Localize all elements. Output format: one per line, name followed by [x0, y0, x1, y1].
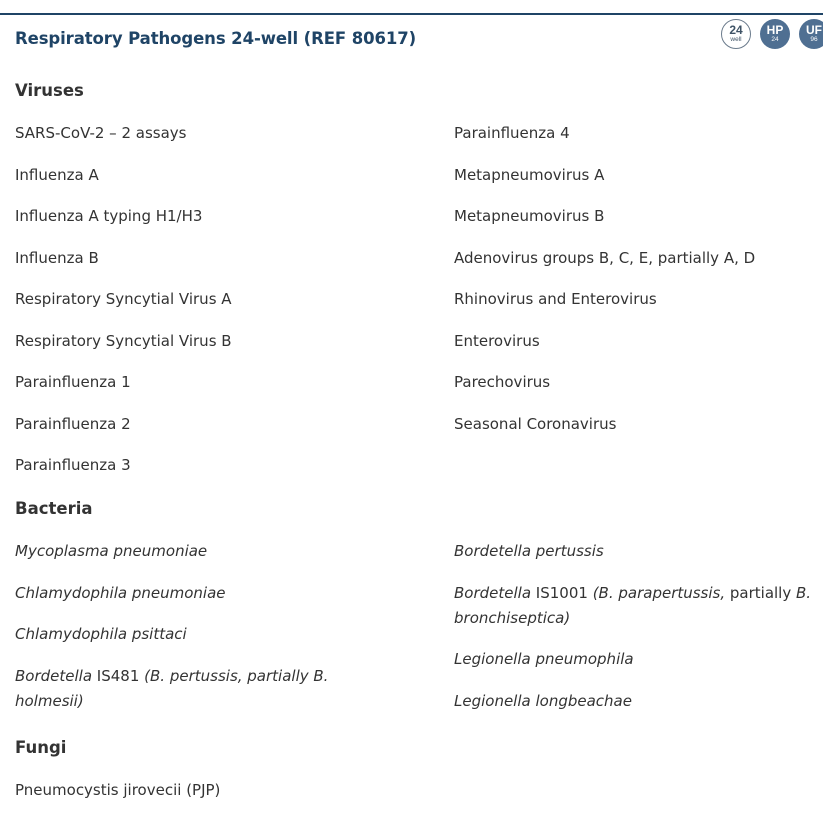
list-item: Parainfluenza 3: [15, 456, 131, 474]
list-item-bordetella-is481: [15, 664, 385, 714]
page-title: Respiratory Pathogens 24-well (REF 80617): [15, 29, 417, 48]
list-item: Metapneumovirus B: [454, 207, 605, 225]
section-title-fungi: Fungi: [15, 738, 67, 757]
list-item: SARS-CoV-2 – 2 assays: [15, 124, 187, 142]
badge-sub: 96: [810, 36, 818, 44]
badge-main: HP: [766, 23, 784, 38]
fungi-column: [15, 778, 385, 820]
genus-text: Bordetella: [454, 583, 532, 602]
list-item: Enterovirus: [454, 331, 540, 350]
section-title-viruses: Viruses: [15, 81, 84, 100]
list-item: Parainfluenza 2: [15, 414, 131, 433]
list-item: Pneumocystis jirovecii (PJP): [15, 781, 221, 799]
viruses-left-column: [15, 121, 385, 495]
list-item: Parainfluenza 4: [454, 124, 570, 142]
list-item: Respiratory Syncytial Virus B: [15, 331, 232, 350]
list-item: Parainfluenza 1: [15, 373, 131, 391]
qualifier-text: partially: [725, 583, 796, 602]
marker-text: IS1001: [531, 583, 593, 602]
list-item: Bordetella pertussis: [454, 542, 604, 560]
header-rule: [0, 13, 823, 15]
detail-text: (B. pertussis, partially B. holmesii): [15, 666, 329, 710]
bacteria-right-column: [454, 539, 823, 730]
badge-24-well[interactable]: [721, 19, 751, 49]
bacteria-left-column: [15, 539, 385, 730]
list-item: Chlamydophila pneumoniae: [15, 583, 226, 602]
list-item: Respiratory Syncytial Virus A: [15, 290, 232, 308]
list-item-bordetella-is1001: [454, 581, 823, 631]
species-text: (B. parapertussis,: [592, 583, 726, 602]
list-item: Metapneumovirus A: [454, 165, 605, 184]
viruses-right-column: [454, 121, 823, 453]
badge-group: [721, 19, 823, 49]
badge-main: UF: [806, 23, 822, 38]
list-item: Parechovirus: [454, 373, 551, 391]
list-item: Adenovirus groups B, C, E, partially A, D: [454, 248, 756, 267]
list-item: Legionella pneumophila: [454, 650, 634, 668]
list-item: Chlamydophila psittaci: [15, 625, 187, 643]
list-item: Legionella longbeachae: [454, 691, 632, 710]
badge-sub: well: [730, 36, 742, 44]
genus-text: Bordetella: [15, 666, 93, 685]
list-item: Influenza A: [15, 165, 99, 184]
list-item: Rhinovirus and Enterovirus: [454, 290, 657, 308]
list-item: Influenza B: [15, 248, 99, 267]
list-item: Seasonal Coronavirus: [454, 414, 617, 433]
section-title-bacteria: Bacteria: [15, 499, 93, 518]
badge-uf-96[interactable]: [799, 19, 823, 49]
badge-hp-24[interactable]: [760, 19, 790, 49]
badge-main: 24: [729, 23, 743, 38]
list-item: Mycoplasma pneumoniae: [15, 542, 208, 560]
detail-text: B. bronchiseptica): [454, 583, 812, 627]
badge-sub: 24: [771, 36, 779, 44]
marker-text: IS481: [92, 666, 145, 685]
list-item: Influenza A typing H1/H3: [15, 207, 203, 225]
